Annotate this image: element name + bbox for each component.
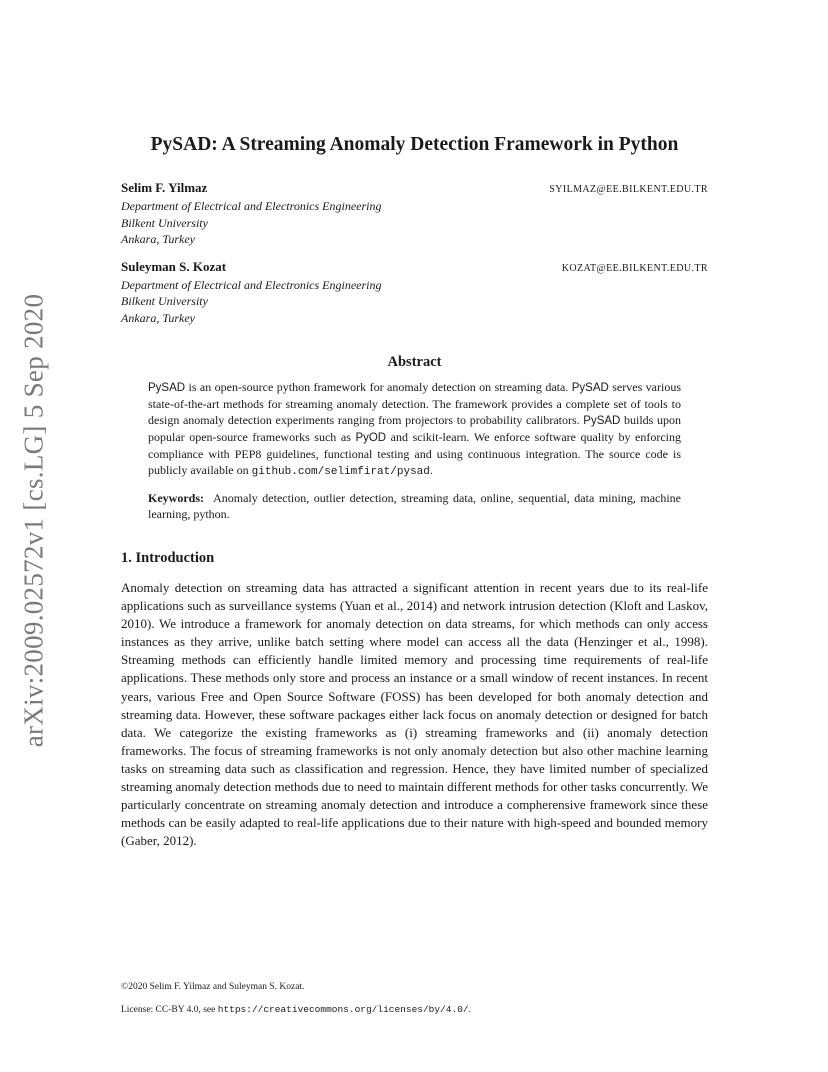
source-code-link[interactable]: github.com/selimfirat/pysad — [251, 466, 430, 478]
pysad-name: PySAD — [148, 382, 186, 394]
license-link[interactable]: https://creativecommons.org/licenses/by/4.0/ — [217, 1004, 469, 1015]
author-department: Department of Electrical and Electronics Engineering — [121, 277, 382, 292]
keywords-text: Anomaly detection, outlier detection, streaming data, online, sequential, data mining, machine learning, python. — [148, 491, 681, 521]
author-email[interactable]: KOZAT@EE.BILKENT.EDU.TR — [561, 262, 708, 274]
pysad-name: PySAD — [583, 415, 621, 427]
paper-page — [121, 132, 708, 850]
abstract-heading: Abstract — [387, 354, 442, 370]
abstract-segment: builds upon popular open-source frameworks such as — [148, 413, 681, 444]
keywords — [148, 490, 681, 522]
author-email[interactable]: SYILMAZ@EE.BILKENT.EDU.TR — [549, 184, 708, 195]
pysad-name: PySAD — [571, 382, 609, 394]
abstract-segment: . — [429, 463, 433, 477]
paper-title: PySAD: A Streaming Anomaly Detection Framework in Python — [150, 134, 679, 155]
abstract-text — [148, 379, 681, 480]
license-note — [121, 1003, 708, 1017]
abstract-segment: is an open-source python framework for anomaly detection on streaming data. — [185, 380, 572, 394]
arxiv-side-stamp — [8, 280, 60, 760]
author-2 — [121, 258, 708, 327]
author-name: Suleyman S. Kozat — [121, 258, 227, 274]
keywords-label: Keywords: — [148, 491, 204, 505]
license-prefix: License: CC-BY 4.0, see — [121, 1005, 218, 1015]
author-name: Selim F. Yilmaz — [121, 180, 208, 195]
section-heading: 1. Introduction — [121, 550, 215, 566]
introduction-paragraph: Anomaly detection on streaming data has attracted a significant attention in recent years due to its real-life applications such as surveillance systems (Yuan et al., 2014) and network intrusion detection (Kloft and Laskov, 2010). We introduce a framework for anomaly detection on data streams, for which methods can only access instances as they arrive, unlike batch setting where model can access all the data (Henzinger et al., 1998). Streaming methods can efficiently handle limited memory and processing time requirements of real-life applications. These methods only store and process an instance or a small window of recent instances. In recent years, various Free and Open Source Software (FOSS) has been developed for both anomaly detection and streaming data. However, these software packages either lack focus on anomaly detection or designed for batch data. We categorize the existing frameworks as (i) streaming frameworks and (ii) anomaly detection frameworks. The focus of streaming frameworks is not only anomaly detection but also other machine learning tasks on streaming data such as classification and regression. Hence, they have limited number of specialized streaming anomaly detection methods due to need to maintain different methods for other tasks concurrently. We particularly concentrate on streaming anomaly detection and introduce a compherensive framework since these methods can be easily adapted to real-life applications due to their nature with high-speed and bounded memory (Gaber, 2012). — [121, 580, 708, 849]
pyod-name: PyOD — [355, 432, 387, 444]
author-1 — [121, 179, 708, 248]
abstract-segment: serves various state-of-the-art methods for streaming anomaly detection. The framework provides a complete set of tools to design anomaly detection experiments ranging from projectors to probability calibrators. — [148, 380, 681, 427]
copyright-note: ©2020 Selim F. Yilmaz and Suleyman S. Kozat. — [121, 982, 305, 992]
license-suffix: . — [468, 1005, 471, 1015]
arxiv-identifier: arXiv:2009.02572v1 [cs.LG] 5 Sep 2020 — [18, 293, 49, 747]
author-location: Ankara, Turkey — [121, 232, 195, 246]
author-location: Ankara, Turkey — [121, 310, 195, 325]
abstract-segment: and scikit-learn. We enforce software quality by enforcing compliance with PEP8 guidelines, functional testing and using continuous integration. The source code is publicly available on — [148, 430, 681, 477]
author-block — [121, 179, 708, 326]
author-university: Bilkent University — [121, 215, 208, 230]
author-university: Bilkent University — [121, 294, 208, 308]
footnotes — [121, 980, 708, 1026]
author-department: Department of Electrical and Electronics Engineering — [121, 199, 382, 213]
